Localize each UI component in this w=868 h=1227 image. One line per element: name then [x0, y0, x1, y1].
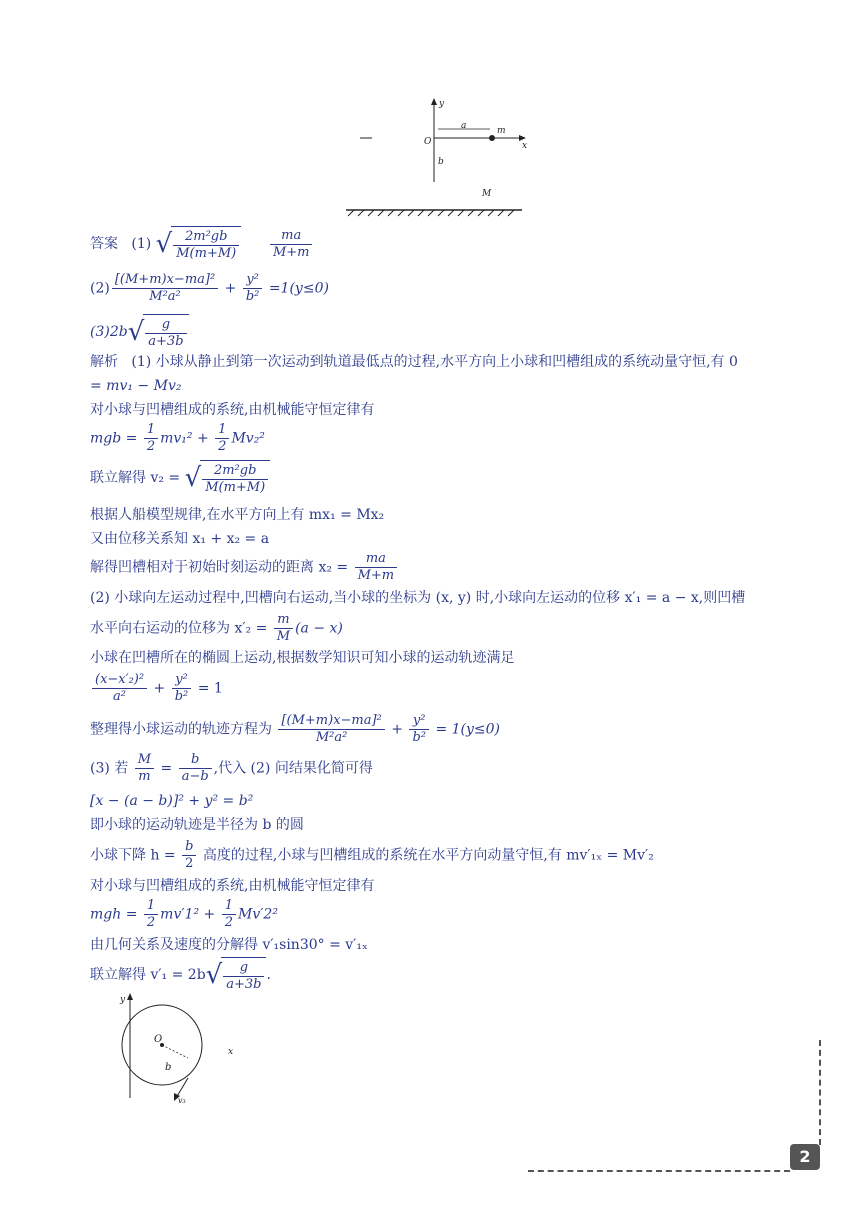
origin-label: O: [424, 137, 432, 147]
solution-line-16: 即小球的运动轨迹是半径为 b 的圆: [90, 817, 304, 833]
ground-hatch: [348, 210, 514, 216]
v-label-bottom: v₃: [178, 1096, 186, 1105]
solution-line-8: 解得凹槽相对于初始时刻运动的距离 x₂ = $\frac{ma}{M+m}$: [90, 551, 399, 584]
x-label: x: [522, 141, 528, 151]
o-label-bottom: O: [154, 1034, 163, 1045]
m-label: m: [497, 126, 506, 136]
solution-line-6: 根据人船模型规律,在水平方向上有 mx₁ = Mx₂: [90, 507, 385, 523]
bottom-dashed-border: [528, 1170, 790, 1172]
solution-line-4: mgb = $\frac{1}{2}$ mv₁² + $\frac{1}{2}$ Mv₂²: [90, 422, 265, 454]
b-label-bottom: b: [165, 1062, 172, 1073]
solution-line-2: = mv₁ − Mv₂: [90, 378, 182, 394]
answer-line-3: (3)2b √ $\frac{g}{a+3b}$: [90, 314, 189, 350]
b-label: b: [438, 157, 444, 167]
solution-line-5: 联立解得 v₂ = √ $\frac{\text{2m²gb}}{M(m+M)}$: [90, 460, 270, 496]
solution-line-14: (3) 若 $\frac{M}{m}$ = $\frac{b}{a-b}$ ,代入 (2) 问结果化简可得: [90, 752, 373, 784]
solution-line-17: 小球下降 h = $\frac{b}{2}$ 高度的过程,小球与凹槽组成的系统在水平方向动量守恒,有 mv′₁ₓ = Mv′₂: [90, 839, 654, 871]
solution-line-13: 整理得小球运动的轨迹方程为 $\frac{\text{[(M+m)x−ma]²}}{\text{M²a²}}$ + $\frac{\text{y²}}{\text{b²}}$ = 1(y≤0): [90, 713, 500, 745]
answer-line-1: 答案 (1) √ $\frac{\text{2m²gb}}{M(m+M)}$ $\frac{ma}{M+m}$: [90, 226, 314, 262]
y-label-bottom: y: [120, 995, 126, 1005]
solution-line-10: 水平向右运动的位移为 x′₂ = $\frac{m}{M}$ (a − x): [90, 612, 343, 644]
circle-trajectory-figure: [110, 990, 250, 1105]
solution-line-9: (2) 小球向左运动过程中,凹槽向右运动,当小球的坐标为 (x, y) 时,小球向左运动的位移 x′₁ = a − x,则凹槽: [90, 590, 746, 606]
answer-tag: 答案: [90, 236, 118, 252]
solution-line-20: 由几何关系及速度的分解得 v′₁sin30° = v′₁ₓ: [90, 937, 368, 953]
solution-line-18: 对小球与凹槽组成的系统,由机械能守恒定律有: [90, 878, 375, 894]
a-label: a: [461, 121, 467, 131]
ball-m: [489, 135, 495, 141]
right-dashed-border: [819, 1040, 821, 1145]
solution-line-11: 小球在凹槽所在的椭圆上运动,根据数学知识可知小球的运动轨迹满足: [90, 650, 515, 666]
solution-line-15: [x − (a − b)]² + y² = b²: [90, 793, 254, 809]
solution-line-12: $\frac{\text{(x−x′₂)²}}{\text{a²}}$ + $\frac{\text{y²}}{\text{b²}}$ = 1: [90, 672, 223, 705]
solution-line-21: 联立解得 v′₁ = 2b √ $\frac{g}{a+3b}$ .: [90, 957, 271, 993]
M-label: M: [482, 189, 492, 199]
solution-line-1: 解析 (1) 小球从静止到第一次运动到轨道最低点的过程,水平方向上小球和凹槽组成的系统动量守恒,有 0: [90, 354, 738, 370]
solution-line-3: 对小球与凹槽组成的系统,由机械能守恒定律有: [90, 402, 375, 418]
trough-figure: [340, 96, 540, 218]
x-label-bottom: x: [228, 1047, 234, 1057]
answer-line-2: (2) $\frac{\text{[(M+m)x−ma]²}}{\text{M²a²}}$ + $\frac{\text{y²}}{\text{b²}}$ =1(y≤0): [90, 272, 329, 304]
solution-line-7: 又由位移关系知 x₁ + x₂ = a: [90, 531, 270, 547]
solution-line-19: mgh = $\frac{1}{2}$ mv′1² + $\frac{1}{2}$ Mv′2²: [90, 898, 278, 930]
y-label: y: [439, 99, 445, 109]
solution-tag: 解析: [90, 354, 118, 370]
page-number: 2: [790, 1144, 820, 1170]
radius-b: [162, 1045, 188, 1058]
